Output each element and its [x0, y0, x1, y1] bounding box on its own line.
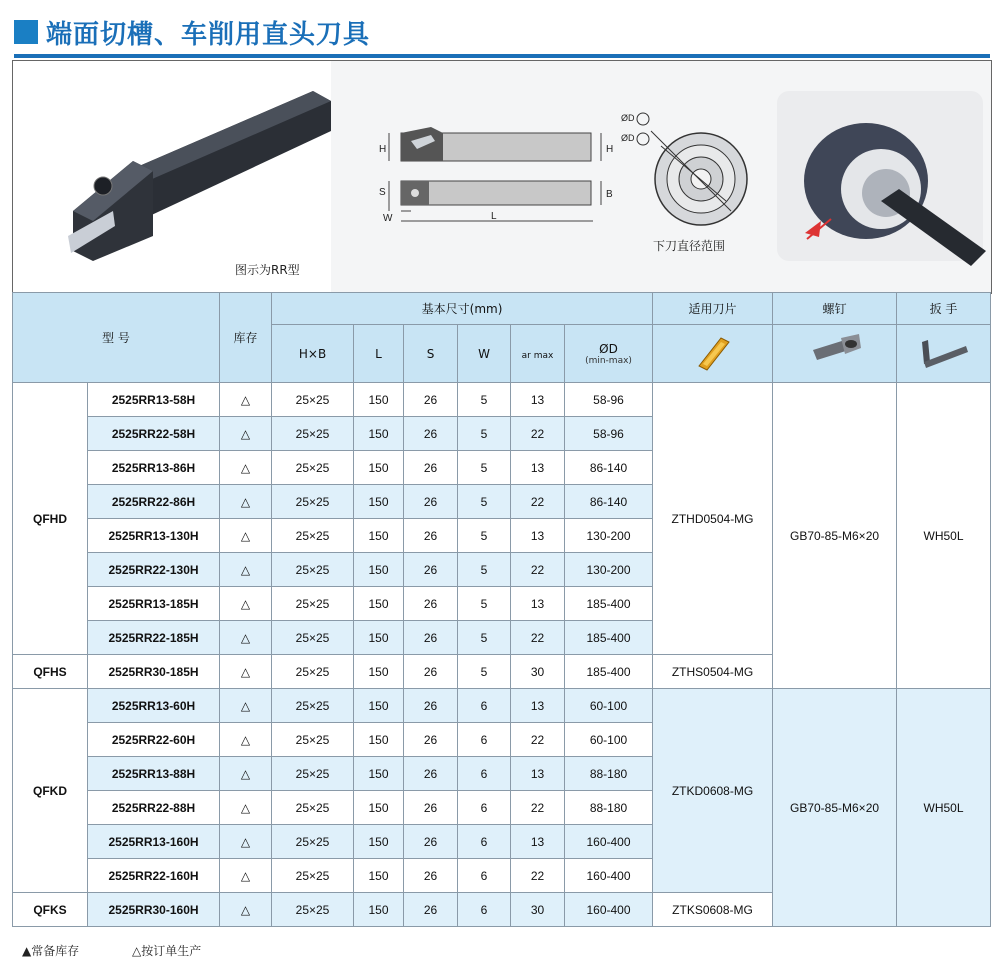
stock-cell: △ — [220, 723, 272, 757]
wrench-icon — [914, 332, 974, 372]
s-cell: 26 — [404, 553, 458, 587]
hxb-cell: 25×25 — [272, 485, 354, 519]
armax-cell: 13 — [511, 519, 565, 553]
model-cell: 2525RR22-88H — [88, 791, 220, 825]
w-cell: 5 — [458, 553, 511, 587]
stock-cell: △ — [220, 417, 272, 451]
insert-qfkd: ZTKD0608-MG — [653, 689, 773, 893]
w-cell: 5 — [458, 587, 511, 621]
od-cell: 185-400 — [565, 655, 653, 689]
page-title: 端面切槽、车削用直头刀具 — [46, 19, 371, 50]
header-s: S — [404, 325, 458, 383]
dim-b-label: B — [606, 189, 613, 200]
hxb-cell: 25×25 — [272, 587, 354, 621]
s-cell: 26 — [404, 383, 458, 417]
stock-cell: △ — [220, 451, 272, 485]
hxb-cell: 25×25 — [272, 689, 354, 723]
stock-cell: △ — [220, 485, 272, 519]
model-cell: 2525RR30-185H — [88, 655, 220, 689]
stock-cell: △ — [220, 893, 272, 927]
header-stock: 库存 — [220, 293, 272, 383]
series-qfhd: QFHD — [13, 383, 88, 655]
model-cell: 2525RR22-185H — [88, 621, 220, 655]
model-cell: 2525RR13-88H — [88, 757, 220, 791]
stock-cell: △ — [220, 553, 272, 587]
hxb-cell: 25×25 — [272, 859, 354, 893]
hxb-cell: 25×25 — [272, 417, 354, 451]
l-cell: 150 — [354, 553, 404, 587]
s-cell: 26 — [404, 451, 458, 485]
model-cell: 2525RR13-160H — [88, 825, 220, 859]
screw-icon — [805, 332, 865, 372]
hxb-cell: 25×25 — [272, 723, 354, 757]
armax-cell: 30 — [511, 655, 565, 689]
screw-icon-cell — [773, 325, 897, 383]
stock-cell: △ — [220, 689, 272, 723]
header-wrench: 扳 手 — [897, 293, 991, 325]
l-cell: 150 — [354, 383, 404, 417]
hxb-cell: 25×25 — [272, 383, 354, 417]
header-w: W — [458, 325, 511, 383]
l-cell: 150 — [354, 893, 404, 927]
l-cell: 150 — [354, 621, 404, 655]
od-cell: 88-180 — [565, 757, 653, 791]
model-cell: 2525RR13-60H — [88, 689, 220, 723]
wrench-bottom: WH50L — [897, 689, 991, 927]
footnote-stock: ▲常备库存 — [22, 944, 80, 958]
l-cell: 150 — [354, 791, 404, 825]
stock-cell: △ — [220, 825, 272, 859]
series-qfhs: QFHS — [13, 655, 88, 689]
dim-w-label: W — [383, 213, 393, 224]
wrench-icon-cell — [897, 325, 991, 383]
hxb-cell: 25×25 — [272, 893, 354, 927]
dim-s-label: S — [379, 187, 386, 198]
armax-cell: 22 — [511, 621, 565, 655]
w-cell: 6 — [458, 723, 511, 757]
machining-photo — [771, 61, 991, 293]
s-cell: 26 — [404, 825, 458, 859]
table-row — [13, 383, 991, 417]
model-cell: 2525RR13-185H — [88, 587, 220, 621]
armax-cell: 13 — [511, 825, 565, 859]
insert-qfhs: ZTHS0504-MG — [653, 655, 773, 689]
w-cell: 5 — [458, 485, 511, 519]
stock-cell: △ — [220, 621, 272, 655]
hxb-cell: 25×25 — [272, 621, 354, 655]
armax-cell: 30 — [511, 893, 565, 927]
stock-cell: △ — [220, 859, 272, 893]
insert-qfhd: ZTHD0504-MG — [653, 383, 773, 655]
screw-bottom: GB70-85-M6×20 — [773, 689, 897, 927]
od-cell: 60-100 — [565, 689, 653, 723]
dimension-drawing — [331, 61, 771, 293]
dim-h2-label: H — [606, 144, 614, 155]
model-cell: 2525RR13-130H — [88, 519, 220, 553]
w-cell: 6 — [458, 689, 511, 723]
spec-table — [12, 292, 991, 927]
model-cell: 2525RR22-58H — [88, 417, 220, 451]
s-cell: 26 — [404, 893, 458, 927]
page-title-bar — [14, 12, 370, 52]
w-cell: 5 — [458, 417, 511, 451]
header-screw: 螺钉 — [773, 293, 897, 325]
table-row — [13, 689, 991, 723]
model-cell: 2525RR30-160H — [88, 893, 220, 927]
w-cell: 5 — [458, 621, 511, 655]
armax-cell: 13 — [511, 451, 565, 485]
hxb-cell: 25×25 — [272, 757, 354, 791]
stock-cell: △ — [220, 791, 272, 825]
title-square-icon — [14, 20, 38, 44]
s-cell: 26 — [404, 417, 458, 451]
stock-cell: △ — [220, 587, 272, 621]
armax-cell: 13 — [511, 689, 565, 723]
model-cell: 2525RR13-58H — [88, 383, 220, 417]
hxb-cell: 25×25 — [272, 451, 354, 485]
od-cell: 88-180 — [565, 791, 653, 825]
s-cell: 26 — [404, 519, 458, 553]
model-cell: 2525RR22-86H — [88, 485, 220, 519]
header-insert: 适用刀片 — [653, 293, 773, 325]
l-cell: 150 — [354, 417, 404, 451]
s-cell: 26 — [404, 689, 458, 723]
od-cell: 58-96 — [565, 383, 653, 417]
tool-photo — [13, 61, 331, 293]
w-cell: 6 — [458, 825, 511, 859]
hxb-cell: 25×25 — [272, 655, 354, 689]
od-cell: 58-96 — [565, 417, 653, 451]
od-cell: 130-200 — [565, 553, 653, 587]
model-cell: 2525RR22-130H — [88, 553, 220, 587]
title-underline — [14, 54, 990, 58]
hxb-cell: 25×25 — [272, 553, 354, 587]
w-cell: 6 — [458, 757, 511, 791]
armax-cell: 22 — [511, 417, 565, 451]
armax-cell: 22 — [511, 859, 565, 893]
stock-cell: △ — [220, 655, 272, 689]
od-cell: 185-400 — [565, 587, 653, 621]
dim-h-label: H — [379, 144, 387, 155]
l-cell: 150 — [354, 689, 404, 723]
w-cell: 5 — [458, 383, 511, 417]
w-cell: 6 — [458, 791, 511, 825]
header-armax: ar max — [511, 325, 565, 383]
l-cell: 150 — [354, 723, 404, 757]
armax-cell: 22 — [511, 553, 565, 587]
armax-cell: 13 — [511, 757, 565, 791]
l-cell: 150 — [354, 825, 404, 859]
l-cell: 150 — [354, 587, 404, 621]
s-cell: 26 — [404, 655, 458, 689]
hxb-cell: 25×25 — [272, 519, 354, 553]
od-cell: 60-100 — [565, 723, 653, 757]
insert-icon — [693, 332, 733, 372]
od-cell: 160-400 — [565, 893, 653, 927]
header-od: ØD (min-max) — [565, 325, 653, 383]
s-cell: 26 — [404, 485, 458, 519]
screw-top: GB70-85-M6×20 — [773, 383, 897, 689]
od-cell: 130-200 — [565, 519, 653, 553]
w-cell: 5 — [458, 655, 511, 689]
model-cell: 2525RR22-60H — [88, 723, 220, 757]
l-cell: 150 — [354, 757, 404, 791]
series-qfks: QFKS — [13, 893, 88, 927]
insert-icon-cell — [653, 325, 773, 383]
header-basic-dimensions: 基本尺寸(mm) — [272, 293, 653, 325]
dim-d1-label: ØD — [621, 113, 635, 123]
l-cell: 150 — [354, 655, 404, 689]
armax-cell: 13 — [511, 383, 565, 417]
armax-cell: 22 — [511, 485, 565, 519]
header-hxb: H×B — [272, 325, 354, 383]
stock-cell: △ — [220, 519, 272, 553]
model-cell: 2525RR22-160H — [88, 859, 220, 893]
hxb-cell: 25×25 — [272, 825, 354, 859]
wrench-top: WH50L — [897, 383, 991, 689]
header-model: 型 号 — [13, 293, 220, 383]
od-cell: 86-140 — [565, 485, 653, 519]
od-cell: 160-400 — [565, 859, 653, 893]
s-cell: 26 — [404, 859, 458, 893]
l-cell: 150 — [354, 519, 404, 553]
model-cell: 2525RR13-86H — [88, 451, 220, 485]
w-cell: 6 — [458, 893, 511, 927]
hxb-cell: 25×25 — [272, 791, 354, 825]
od-cell: 185-400 — [565, 621, 653, 655]
s-cell: 26 — [404, 791, 458, 825]
s-cell: 26 — [404, 621, 458, 655]
dim-l-label: L — [491, 211, 497, 222]
insert-qfks: ZTKS0608-MG — [653, 893, 773, 927]
armax-cell: 13 — [511, 587, 565, 621]
face-grooving-illustration — [771, 61, 991, 293]
footnote-order: △按订单生产 — [132, 944, 202, 958]
s-cell: 26 — [404, 757, 458, 791]
l-cell: 150 — [354, 485, 404, 519]
dim-d2-label: ØD — [621, 133, 635, 143]
s-cell: 26 — [404, 723, 458, 757]
od-cell: 86-140 — [565, 451, 653, 485]
dimension-diagram — [331, 61, 771, 293]
figure-caption-rr: 图示为RR型 — [235, 263, 300, 277]
w-cell: 5 — [458, 451, 511, 485]
armax-cell: 22 — [511, 791, 565, 825]
l-cell: 150 — [354, 859, 404, 893]
stock-cell: △ — [220, 383, 272, 417]
header-l: L — [354, 325, 404, 383]
w-cell: 5 — [458, 519, 511, 553]
od-cell: 160-400 — [565, 825, 653, 859]
s-cell: 26 — [404, 587, 458, 621]
w-cell: 6 — [458, 859, 511, 893]
l-cell: 150 — [354, 451, 404, 485]
stock-cell: △ — [220, 757, 272, 791]
cutting-range-caption: 下刀直径范围 — [653, 239, 726, 253]
series-qfkd: QFKD — [13, 689, 88, 893]
armax-cell: 22 — [511, 723, 565, 757]
tool-holder-illustration — [13, 61, 331, 293]
figure-panel — [12, 60, 992, 294]
